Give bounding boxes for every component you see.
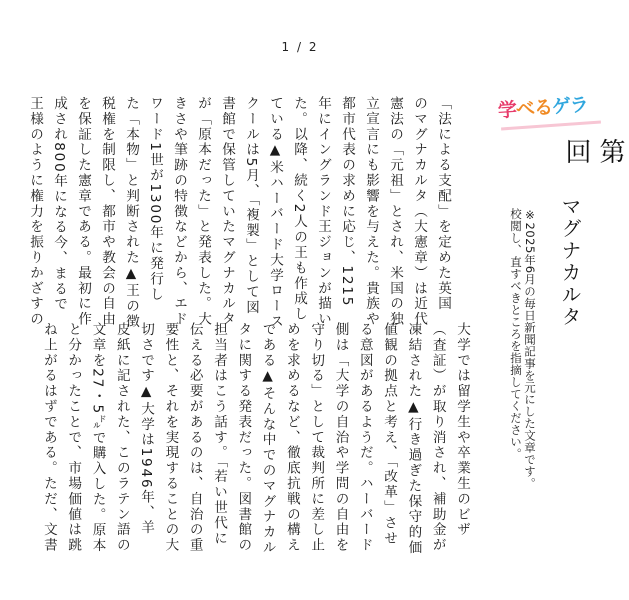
series-title-end: 回	[561, 138, 591, 164]
article-column: タに関する発表だった。図書館の	[235, 322, 252, 553]
article-column: のマグナカルタ（大憲章）は近代	[411, 96, 427, 327]
article-column: が「原本だった」と発表した。大	[195, 96, 211, 327]
article-column: 守り切る」として裁判所に差し止	[308, 322, 325, 553]
article-column: 担当者はこう話す。「若い世代に	[211, 322, 227, 547]
series-title-start: 第	[595, 138, 625, 164]
article-column: た。以降、続く2人の王も作成し	[291, 96, 307, 323]
article-column: きさや筆跡の特徴などから、エド	[171, 96, 187, 327]
article-column: ている▲米ハーバード大学ロース	[267, 96, 283, 330]
instruction-note: 校閲し、直すべきところを指摘してください。	[509, 208, 523, 460]
logo-part-3: ゲラ	[551, 93, 589, 119]
source-note: ※2025年6月の毎日新聞記事を元にした文章です。	[523, 208, 537, 490]
article-column: めを求めるなど、徹底抗戦の構え	[283, 322, 300, 553]
article-column: 書館で保管していたマグナカルタ	[219, 96, 235, 327]
article-column: 値観の拠点と考え、「改革」させ	[381, 322, 398, 547]
article-column: と分かったことで、市場価値は跳	[65, 322, 82, 553]
article-column: 年にイングランド王ジョンが描い	[315, 96, 331, 327]
article-column: 大学では留学生や卒業生のビザ	[454, 322, 470, 538]
article-column: を保証した憲章である。最初に作	[75, 96, 91, 327]
article-column: ワード1世が1300年に発行し	[147, 96, 163, 303]
article-column: （査証）が取り消され、補助金が	[429, 322, 446, 553]
article-column: 憲法の「元祖」とされ、米国の独	[387, 96, 403, 327]
article-column: 成され800年になる今、まるで	[51, 96, 67, 313]
article-column: 王様のように権力を振りかざすの	[27, 96, 43, 327]
article-column: クールは5月、「複製」として図	[243, 96, 259, 316]
article-column: 側は「大学の自治や学問の自由を	[332, 322, 349, 553]
article-column: 要性と、それを実現することの大	[162, 322, 179, 553]
article-column: 切さです▲大学は1946年、羊	[138, 322, 155, 536]
article-column: 伝える必要があるのは、自治の重	[186, 322, 203, 553]
article-column: 「法による支配」を定めた英国	[435, 96, 451, 312]
article-column: る意図があるようだ。ハーバード	[356, 322, 373, 553]
article-column: た「本物」と判断された▲王の徴	[123, 96, 139, 330]
article-title: マグナカルタ	[558, 196, 582, 328]
article-column: である▲そんな中でのマグナカル	[259, 322, 276, 556]
article-column: 凍結された▲行き過ぎた保守的価	[405, 322, 422, 556]
article-column: 文章を27・5㌦で購入した。原本	[89, 322, 106, 554]
article-column: 皮紙に記された、このラテン語の	[113, 322, 130, 553]
logo-part-1: 学	[497, 98, 517, 122]
article-column: ね上がるはずである。ただ、文書	[40, 322, 57, 553]
article-column: 立宣言にも影響を与えた。貴族や	[363, 96, 379, 327]
page-counter: 1 / 2	[281, 40, 319, 54]
logo-part-2: べる	[515, 96, 553, 121]
article-column: 税権を制限し、都市や教会の自由	[99, 96, 115, 327]
article-column: 都市代表の求めに応じ、1215	[339, 96, 355, 308]
